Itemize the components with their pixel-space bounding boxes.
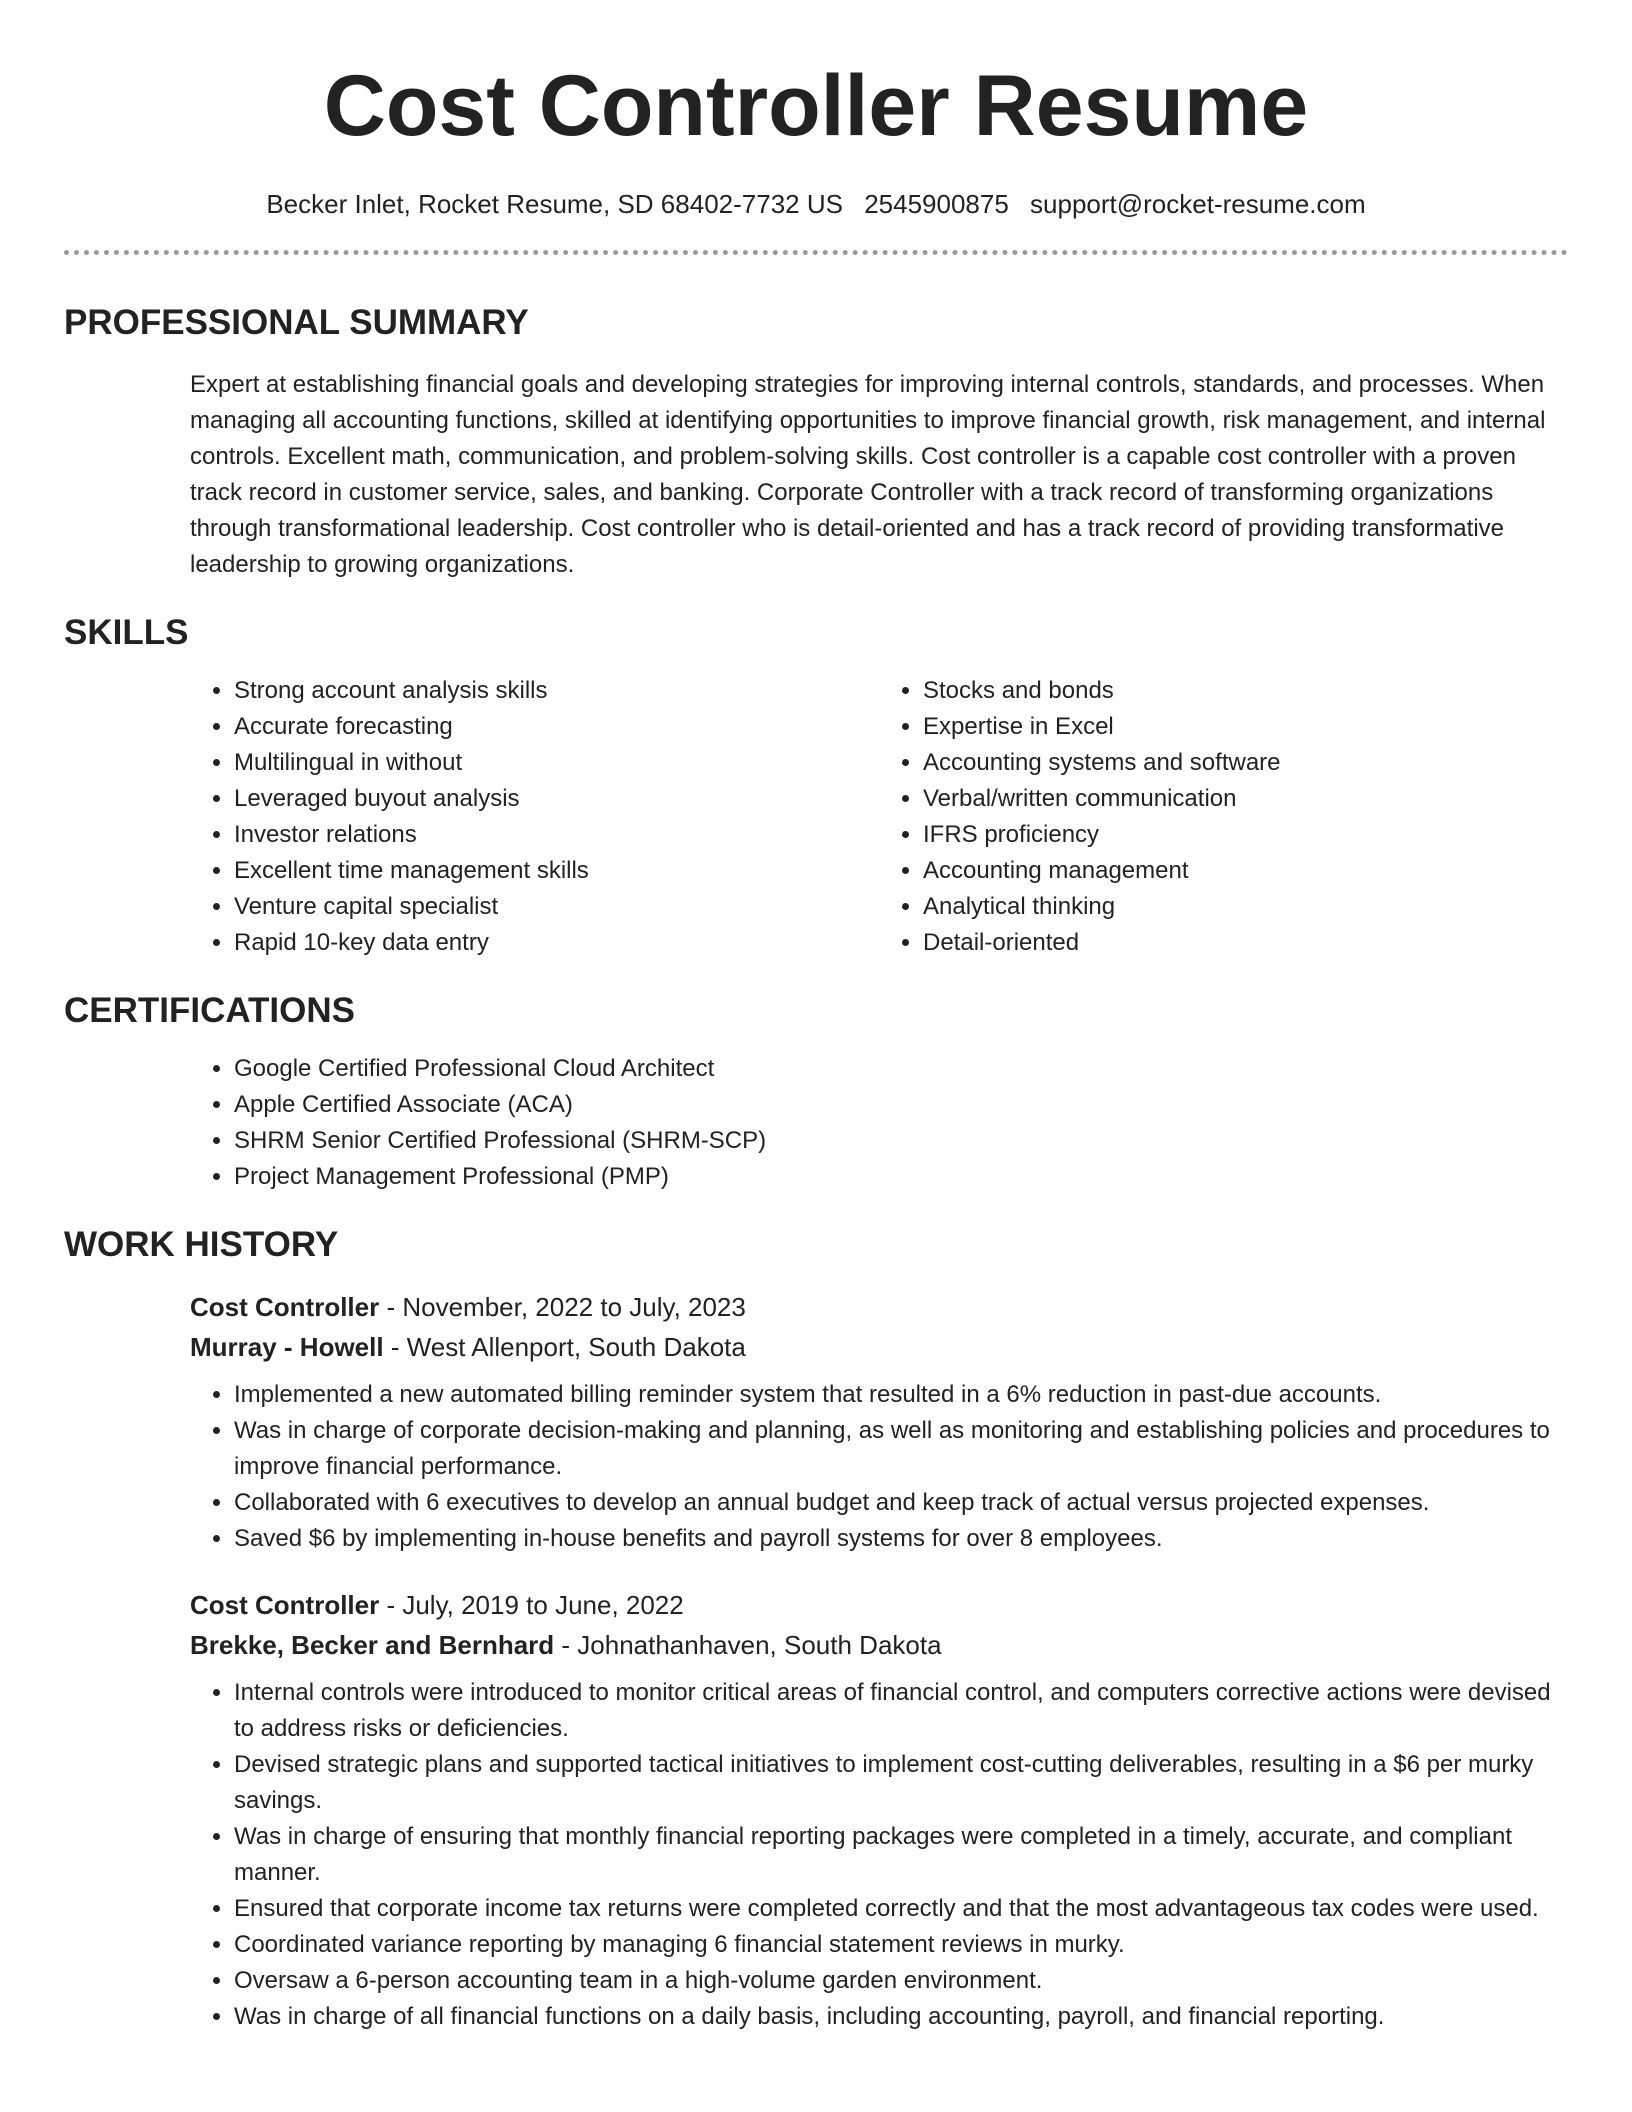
job-bullet: • Was in charge of all financial functions on a daily basis, including accounting, payroll, and financial reporting. <box>234 1999 1568 2035</box>
skill-item: • IFRS proficiency <box>923 817 1568 853</box>
job-bullets <box>190 1675 1568 2035</box>
job-location: - Johnathanhaven, South Dakota <box>554 1630 942 1660</box>
skill-item: • Excellent time management skills <box>234 853 879 889</box>
skill-item: • Stocks and bonds <box>923 673 1568 709</box>
resume-page <box>64 0 1568 2035</box>
skills-heading: SKILLS <box>64 613 189 652</box>
job-company: Brekke, Becker and Bernhard <box>190 1630 555 1660</box>
certifications-list <box>190 1051 1568 1195</box>
job-entry <box>190 1287 1568 1557</box>
contact-phone: 2545900875 <box>864 189 1009 219</box>
skill-item: • Detail-oriented <box>923 925 1568 961</box>
skill-item: • Accounting systems and software <box>923 745 1568 781</box>
summary-heading: PROFESSIONAL SUMMARY <box>64 303 529 342</box>
skill-item: • Venture capital specialist <box>234 889 879 925</box>
skills-left-list <box>190 673 879 961</box>
contact-email: support@rocket-resume.com <box>1030 189 1366 219</box>
job-location: - West Allenport, South Dakota <box>383 1332 746 1362</box>
certification-item: • Google Certified Professional Cloud Architect <box>234 1051 1568 1087</box>
job-role: Cost Controller <box>190 1590 380 1620</box>
job-company: Murray - Howell <box>190 1332 384 1362</box>
certification-item: • Project Management Professional (PMP) <box>234 1159 1568 1195</box>
certifications-heading: CERTIFICATIONS <box>64 991 356 1030</box>
header-divider <box>64 250 1568 255</box>
skill-item: • Leveraged buyout analysis <box>234 781 879 817</box>
skill-item: • Investor relations <box>234 817 879 853</box>
skill-item: • Accounting management <box>923 853 1568 889</box>
job-role: Cost Controller <box>190 1292 380 1322</box>
job-bullet: • Oversaw a 6-person accounting team in a high-volume garden environment. <box>234 1963 1568 1999</box>
job-bullet: • Coordinated variance reporting by managing 6 financial statement reviews in murky. <box>234 1927 1568 1963</box>
job-bullets <box>190 1377 1568 1557</box>
skills-right-list <box>879 673 1568 961</box>
certification-item: • Apple Certified Associate (ACA) <box>234 1087 1568 1123</box>
job-bullet: • Was in charge of corporate decision-making and planning, as well as monitoring and establishing policies and procedures to improve financial performance. <box>234 1413 1568 1485</box>
skill-item: • Expertise in Excel <box>923 709 1568 745</box>
contact-address: Becker Inlet, Rocket Resume, SD 68402-7732 US <box>266 189 843 219</box>
job-bullet: • Devised strategic plans and supported tactical initiatives to implement cost-cutting deliverables, resulting in a $6 per murky savings. <box>234 1747 1568 1819</box>
job-title-line <box>190 1287 1568 1327</box>
certification-item: • SHRM Senior Certified Professional (SHRM-SCP) <box>234 1123 1568 1159</box>
skill-item: • Strong account analysis skills <box>234 673 879 709</box>
job-entry <box>190 1585 1568 2035</box>
skill-item: • Multilingual in without <box>234 745 879 781</box>
skill-item: • Rapid 10-key data entry <box>234 925 879 961</box>
skill-item: • Accurate forecasting <box>234 709 879 745</box>
work-history-heading: WORK HISTORY <box>64 1225 339 1264</box>
skill-item: • Verbal/written communication <box>923 781 1568 817</box>
job-bullet: • Implemented a new automated billing reminder system that resulted in a 6% reduction in past-due accounts. <box>234 1377 1568 1413</box>
job-bullet: • Internal controls were introduced to monitor critical areas of financial control, and computers corrective actions were devised to address risks or deficiencies. <box>234 1675 1568 1747</box>
certifications-block <box>190 1051 1568 1195</box>
resume-title: Cost Controller Resume <box>323 58 1309 154</box>
job-bullet: • Collaborated with 6 executives to develop an annual budget and keep track of actual versus projected expenses. <box>234 1485 1568 1521</box>
job-title-line <box>190 1585 1568 1625</box>
skills-columns <box>190 673 1568 961</box>
contact-line <box>64 186 1568 222</box>
skill-item: • Analytical thinking <box>923 889 1568 925</box>
summary-text: Expert at establishing financial goals and developing strategies for improving internal controls, standards, and processes. When managing all accounting functions, skilled at identifying opportunities to improve financial growth, risk management, and internal controls. Excellent math, communication, and problem-solving skills. Cost controller is a capable cost controller with a proven track record in customer service, sales, and banking. Corporate Controller with a track record of transforming organizations through transformational leadership. Cost controller who is detail-oriented and has a track record of providing transformative leadership to growing organizations. <box>190 371 1546 578</box>
job-dates: - November, 2022 to July, 2023 <box>379 1292 746 1322</box>
job-company-line <box>190 1327 1568 1367</box>
job-company-line <box>190 1625 1568 1665</box>
job-dates: - July, 2019 to June, 2022 <box>379 1590 684 1620</box>
job-bullet: • Saved $6 by implementing in-house benefits and payroll systems for over 8 employees. <box>234 1521 1568 1557</box>
job-bullet: • Ensured that corporate income tax returns were completed correctly and that the most advantageous tax codes were used. <box>234 1891 1568 1927</box>
job-bullet: • Was in charge of ensuring that monthly financial reporting packages were completed in a timely, accurate, and compliant manner. <box>234 1819 1568 1891</box>
